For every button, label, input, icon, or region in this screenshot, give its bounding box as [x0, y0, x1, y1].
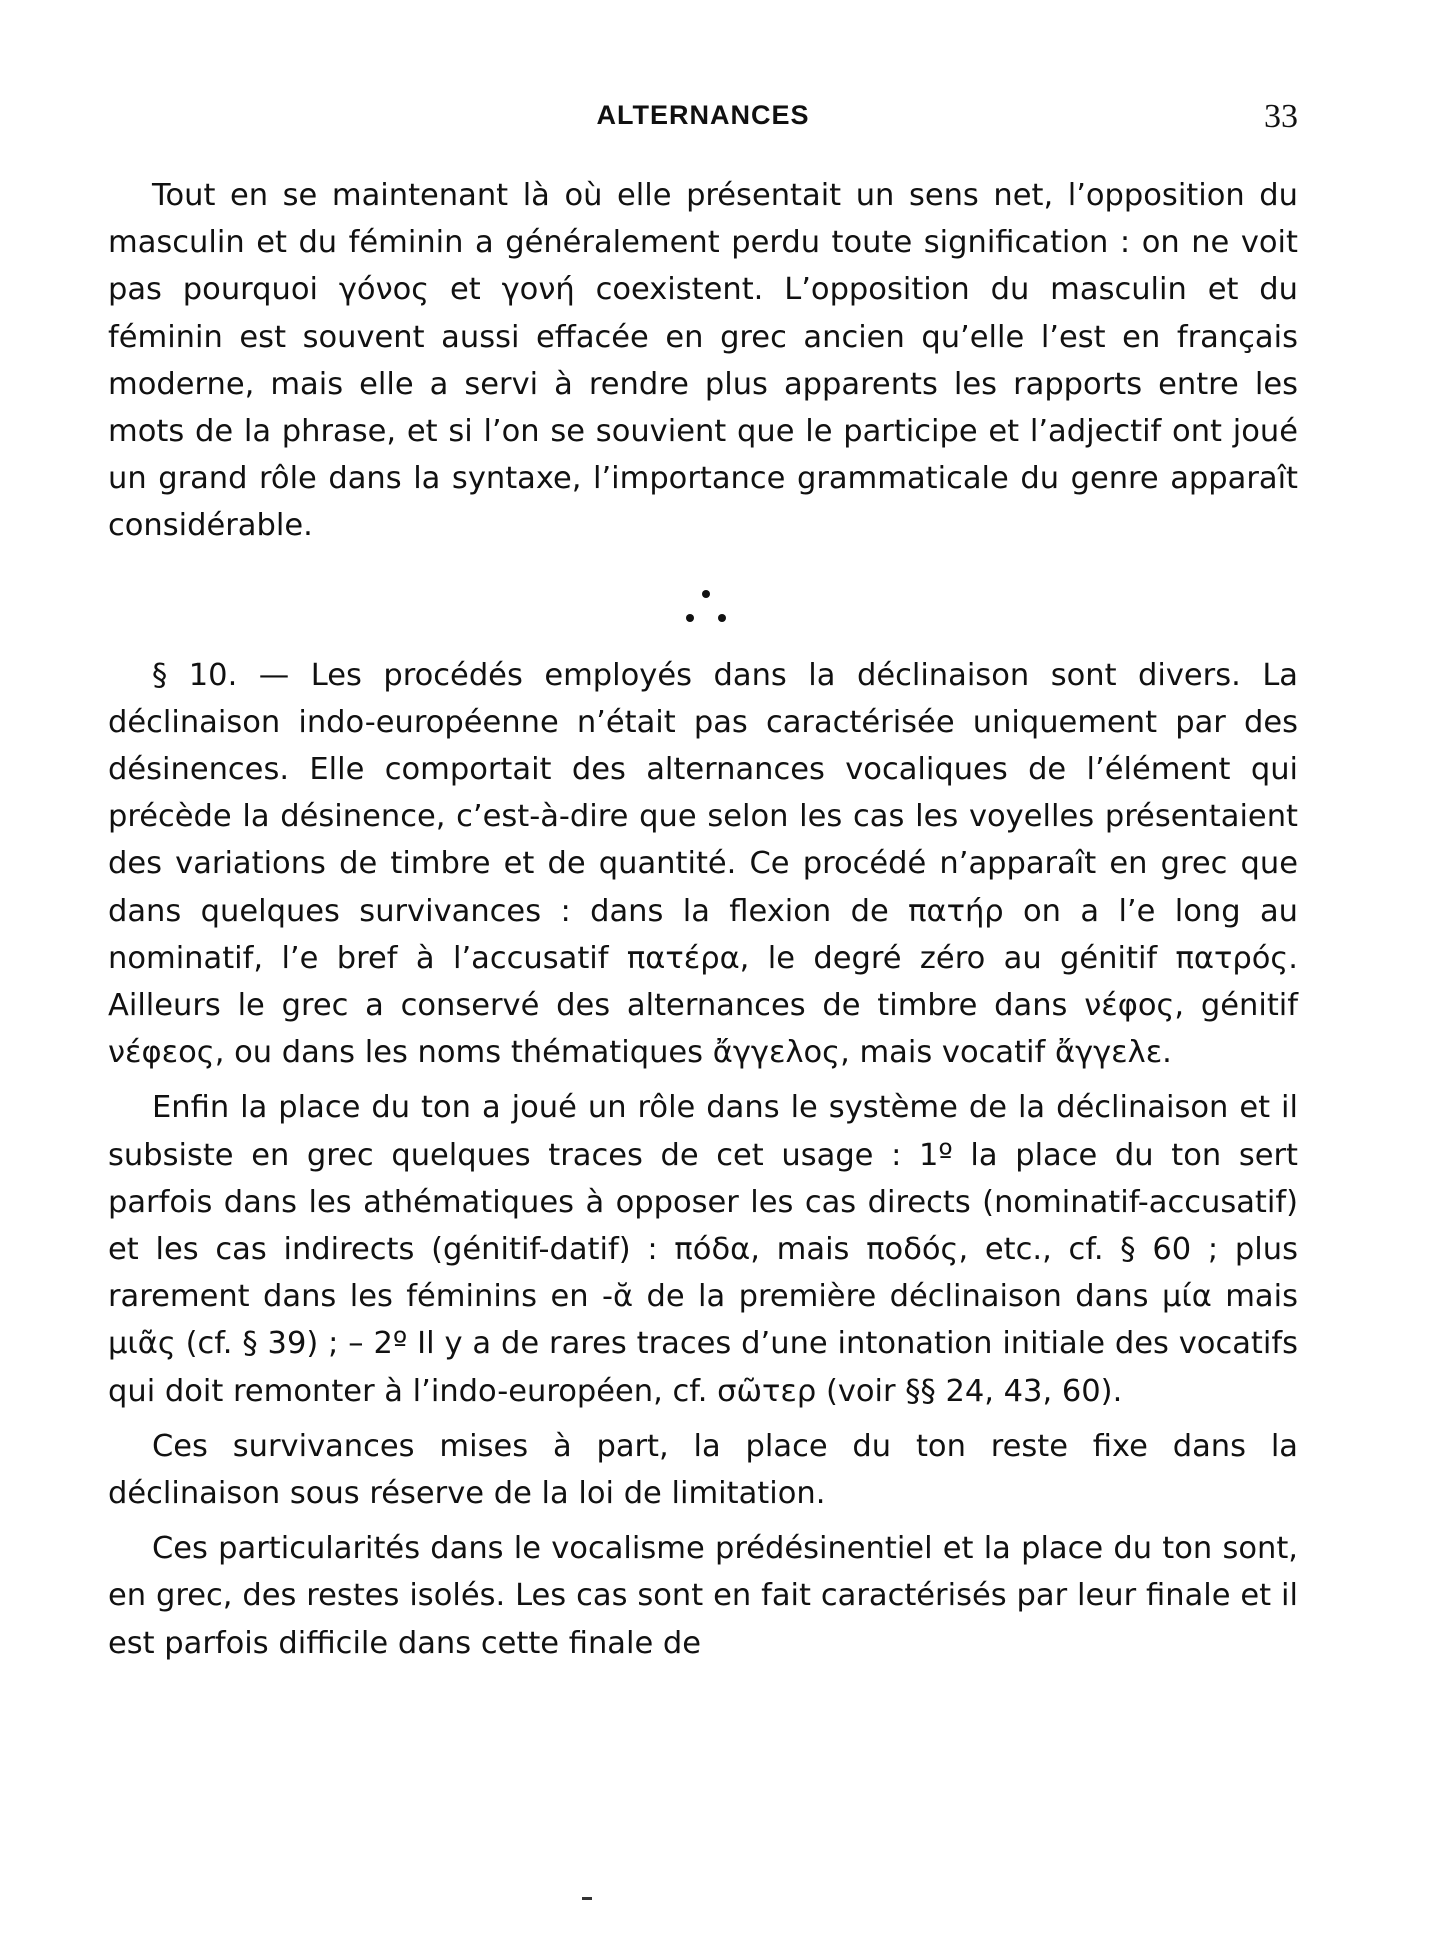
asterism-dot-top [702, 590, 710, 598]
paragraph-survivances: Ces survivances mises à part, la place du ton reste fixe dans la déclinaison sous réserve de la loi de limitation. [108, 1428, 1298, 1512]
section-break-asterism [108, 550, 1298, 652]
running-title: ALTERNANCES [596, 100, 810, 130]
body-text [108, 172, 1298, 1667]
paragraph-place-du-ton: Enfin la place du ton a joué un rôle dans le système de la déclinaison et il subsiste en grec quelques traces de cet usage : 1º la place du ton sert parfois dans les athématiques à opposer les cas directs (nominatif-accusatif) et les cas indirects (génitif-datif) : πόδα, mais ποδός, etc., cf. § 60 ; plus rarement dans les féminins en -ᾰ de la première déclinaison dans μία mais μιᾶς (cf. § 39) ; – 2º Il y a de rares traces d’une intonation initiale des vocatifs qui doit remonter à l’indo-européen, cf. σῶτερ (voir §§ 24, 43, 60). [108, 1090, 1298, 1409]
asterism-dot-right [718, 614, 726, 622]
paragraph-gender-opposition: Tout en se maintenant là où elle présentait un sens net, l’opposition du masculin et du féminin a généralement perdu toute signification : on ne voit pas pourquoi γόνος et γονή coexistent. L’opposition du masculin et du féminin est souvent aussi effacée en grec ancien qu’elle l’est en français moderne, mais elle a servi à rendre plus apparents les rapports entre les mots de la phrase, et si l’on se souvient que le participe et l’adjectif ont joué un grand rôle dans la syntaxe, l’importance grammaticale du genre apparaît considérable. [108, 178, 1298, 544]
paragraph-particularites: Ces particularités dans le vocalisme prédésinentiel et la place du ton sont, en grec, des restes isolés. Les cas sont en fait caractérisés par leur finale et il est parfois difficile dans cette finale de [108, 1531, 1298, 1661]
asterism-dot-left [686, 614, 694, 622]
page-number: 33 [1264, 98, 1298, 135]
footer-mark [582, 1897, 592, 1900]
paragraph-section-10: § 10. — Les procédés employés dans la déclinaison sont divers. La déclinaison indo-européenne n’était pas caractérisée uniquement par des désinences. Elle comportait des alternances vocaliques de l’élément qui précède la désinence, c’est-à-dire que selon les cas les voyelles présentaient des variations de timbre et de quantité. Ce procédé n’apparaît en grec que dans quelques survivances : dans la flexion de πατήρ on a l’e long au nominatif, l’e bref à l’accusatif πατέρα, le degré zéro au génitif πατρός. Ailleurs le grec a conservé des alternances de timbre dans νέφος, génitif νέφεος, ou dans les noms thématiques ἄγγελος, mais vocatif ἄγγελε. [108, 657, 1298, 1071]
running-head [108, 100, 1298, 140]
